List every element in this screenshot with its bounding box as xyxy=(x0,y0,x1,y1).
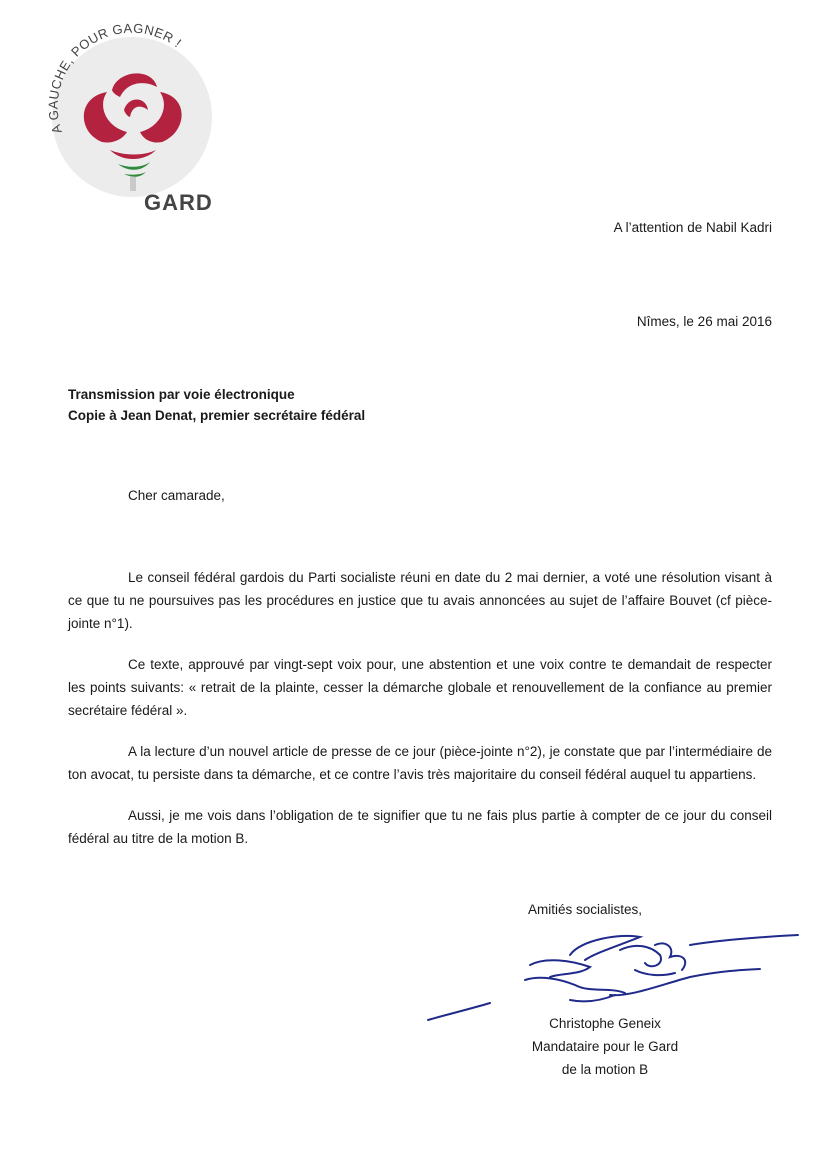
logo-region-text xyxy=(144,190,213,215)
paragraph: Le conseil fédéral gardois du Parti socialiste réuni en date du 2 mai dernier, a voté une résolution visant à ce que tu ne poursuives pas les procédures en justice que tu avais annoncées au sujet de l’affaire Bouvet (cf pièce-jointe n°1). xyxy=(68,570,772,631)
rose-logo-icon xyxy=(32,22,232,222)
svg-text:A GAUCHE, POUR GAGNER !: A GAUCHE, POUR GAGNER ! xyxy=(45,22,185,136)
paragraph: A la lecture d’un nouvel article de presse de ce jour (pièce-jointe n°2), je constate que par l’intermédiaire de ton avocat, tu persiste dans ta démarche, et ce contre l’avis très majoritaire du conseil fédéral auquel tu appartiens. xyxy=(68,744,772,782)
signer-motion: de la motion B xyxy=(561,1062,649,1077)
copy-recipient: Copie à Jean Denat, premier secrétaire fédéral xyxy=(68,408,366,423)
salutation: Cher camarade, xyxy=(128,488,225,503)
place-date: Nîmes, le 26 mai 2016 xyxy=(636,314,772,329)
recipient-attention: A l’attention de Nabil Kadri xyxy=(613,220,772,235)
paragraph: Aussi, je me vois dans l’obligation de te signifier que tu ne fais plus partie à compter de ce jour du conseil fédéral au titre de la motion B. xyxy=(68,808,772,846)
letter-body xyxy=(68,566,772,868)
signer-block xyxy=(500,1012,710,1081)
ps-gard-logo xyxy=(32,22,232,222)
signer-name: Christophe Geneix xyxy=(549,1016,661,1031)
closing-formula: Amitiés socialistes, xyxy=(528,902,643,917)
transmission-block xyxy=(68,384,365,426)
transmission-method: Transmission par voie électronique xyxy=(68,387,295,402)
signer-role: Mandataire pour le Gard xyxy=(531,1039,679,1054)
paragraph: Ce texte, approuvé par vingt-sept voix pour, une abstention et une voix contre te demandait de respecter les points suivants: « retrait de la plainte, cesser la démarche globale et renouvellement de la confiance au premier secrétaire fédéral ». xyxy=(68,657,772,718)
svg-text:GARD: GARD xyxy=(144,190,213,215)
